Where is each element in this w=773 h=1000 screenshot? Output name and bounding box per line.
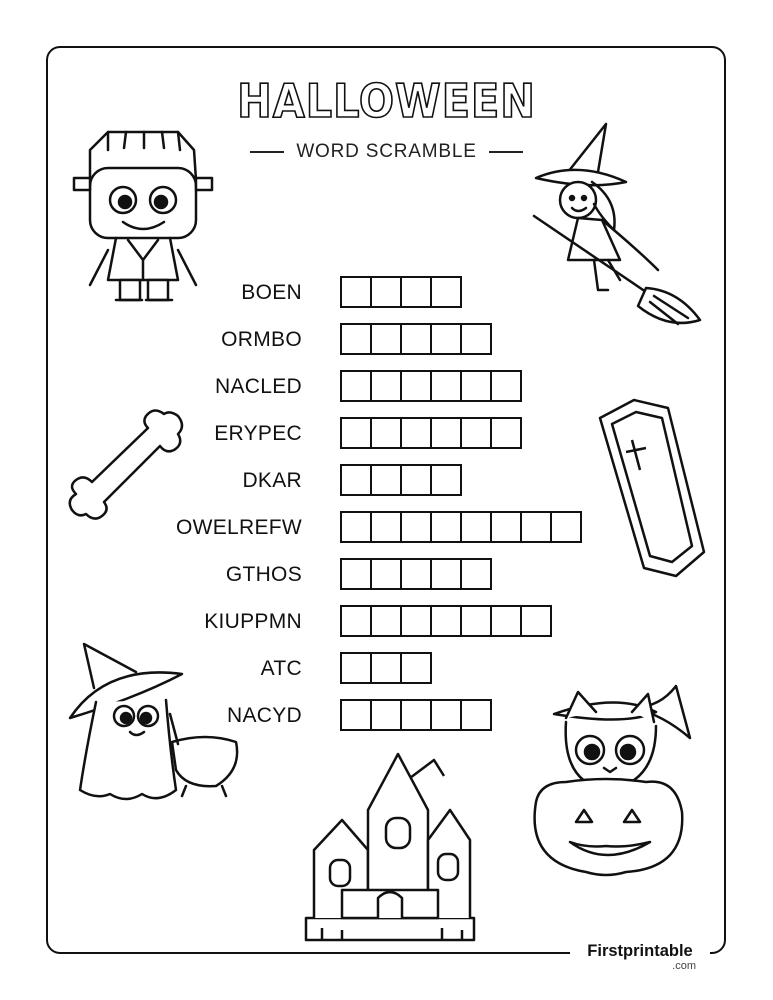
- letter-box[interactable]: [340, 605, 372, 637]
- letter-box[interactable]: [370, 558, 402, 590]
- letter-box[interactable]: [430, 605, 462, 637]
- footer-brand: [570, 942, 710, 972]
- answer-boxes[interactable]: [340, 323, 490, 355]
- letter-box[interactable]: [340, 323, 372, 355]
- letter-box[interactable]: [340, 511, 372, 543]
- letter-box[interactable]: [370, 276, 402, 308]
- letter-box[interactable]: [430, 417, 462, 449]
- letter-box[interactable]: [430, 511, 462, 543]
- letter-box[interactable]: [400, 323, 432, 355]
- answer-boxes[interactable]: [340, 558, 490, 590]
- subtitle-text: WORD SCRAMBLE: [296, 141, 477, 162]
- answer-boxes[interactable]: [340, 370, 520, 402]
- letter-box[interactable]: [400, 511, 432, 543]
- letter-box[interactable]: [370, 699, 402, 731]
- answer-boxes[interactable]: [340, 464, 460, 496]
- letter-box[interactable]: [490, 417, 522, 449]
- divider-right: [489, 151, 523, 153]
- letter-box[interactable]: [430, 464, 462, 496]
- scrambled-word: DKAR: [242, 469, 302, 492]
- bone-illustration: [66, 406, 190, 524]
- letter-box[interactable]: [370, 417, 402, 449]
- letter-box[interactable]: [340, 558, 372, 590]
- letter-box[interactable]: [340, 652, 372, 684]
- answer-boxes[interactable]: [340, 417, 520, 449]
- letter-box[interactable]: [430, 370, 462, 402]
- answer-boxes[interactable]: [340, 605, 550, 637]
- answer-boxes[interactable]: [340, 652, 430, 684]
- letter-box[interactable]: [400, 276, 432, 308]
- scramble-row: [140, 603, 302, 641]
- frankenstein-illustration: [68, 120, 218, 310]
- letter-box[interactable]: [400, 652, 432, 684]
- ghost-witch-cauldron-illustration: [66, 640, 246, 806]
- brand-name: Firstprintable: [587, 942, 693, 960]
- answer-boxes[interactable]: [340, 511, 580, 543]
- letter-box[interactable]: [370, 652, 402, 684]
- scrambled-word: OWELREFW: [175, 516, 302, 539]
- letter-box[interactable]: [430, 558, 462, 590]
- letter-box[interactable]: [400, 558, 432, 590]
- letter-box[interactable]: [370, 323, 402, 355]
- letter-box[interactable]: [490, 605, 522, 637]
- letter-box[interactable]: [340, 370, 372, 402]
- scramble-row: [140, 368, 302, 406]
- letter-box[interactable]: [340, 699, 372, 731]
- answer-boxes[interactable]: [340, 699, 490, 731]
- cat-in-pumpkin-illustration: [506, 682, 702, 878]
- letter-box[interactable]: [370, 370, 402, 402]
- letter-box[interactable]: [400, 464, 432, 496]
- letter-box[interactable]: [430, 276, 462, 308]
- letter-box[interactable]: [460, 323, 492, 355]
- scrambled-word: ORMBO: [221, 328, 302, 351]
- page-subtitle: [238, 141, 534, 163]
- scrambled-word: NACLED: [215, 375, 302, 398]
- letter-box[interactable]: [550, 511, 582, 543]
- letter-box[interactable]: [430, 323, 462, 355]
- letter-box[interactable]: [490, 370, 522, 402]
- letter-box[interactable]: [460, 370, 492, 402]
- brand-domain: .com: [672, 960, 696, 972]
- letter-box[interactable]: [400, 605, 432, 637]
- letter-box[interactable]: [490, 511, 522, 543]
- letter-box[interactable]: [520, 605, 552, 637]
- scrambled-word: ERYPEC: [214, 422, 302, 445]
- letter-box[interactable]: [370, 511, 402, 543]
- letter-box[interactable]: [460, 699, 492, 731]
- page-title: HALLOWEEN: [237, 74, 536, 128]
- letter-box[interactable]: [460, 558, 492, 590]
- letter-box[interactable]: [340, 417, 372, 449]
- divider-left: [250, 151, 284, 153]
- letter-box[interactable]: [460, 417, 492, 449]
- scrambled-word: KIUPPMN: [204, 610, 302, 633]
- letter-box[interactable]: [460, 511, 492, 543]
- letter-box[interactable]: [400, 417, 432, 449]
- letter-box[interactable]: [430, 699, 462, 731]
- scrambled-word: GTHOS: [225, 563, 302, 586]
- letter-box[interactable]: [520, 511, 552, 543]
- letter-box[interactable]: [370, 605, 402, 637]
- letter-box[interactable]: [340, 464, 372, 496]
- letter-box[interactable]: [400, 370, 432, 402]
- scramble-row: [140, 556, 302, 594]
- letter-box[interactable]: [400, 699, 432, 731]
- letter-box[interactable]: [460, 605, 492, 637]
- scramble-row: [140, 321, 302, 359]
- answer-boxes[interactable]: [340, 276, 460, 308]
- scrambled-word: NACYD: [226, 704, 302, 727]
- scrambled-word: ATC: [260, 657, 302, 680]
- haunted-house-illustration: [302, 750, 478, 946]
- letter-box[interactable]: [340, 276, 372, 308]
- letter-box[interactable]: [370, 464, 402, 496]
- witch-on-broom-illustration: [528, 120, 706, 335]
- scrambled-word: BOEN: [241, 281, 302, 304]
- coffin-illustration: [592, 396, 708, 580]
